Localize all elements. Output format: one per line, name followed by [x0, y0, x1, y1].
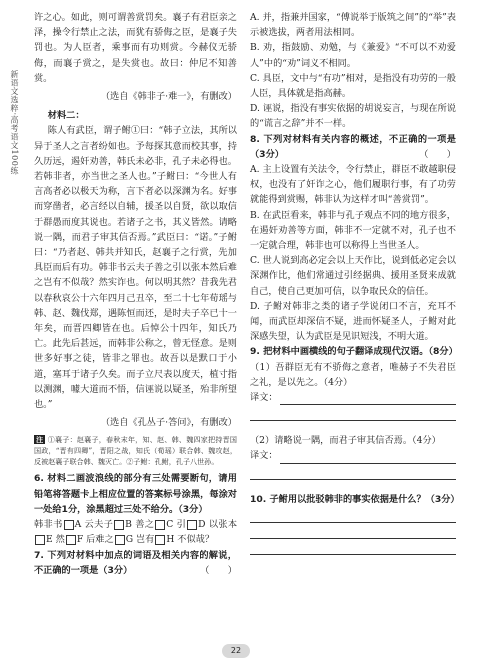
source-2: （选自《孔丛子·答问》，有删改）: [100, 417, 237, 429]
q6-box[interactable]: [155, 535, 165, 545]
question-8: [250, 132, 456, 162]
q6-text: 引: [176, 519, 187, 531]
q6-box[interactable]: [115, 535, 125, 545]
question-6: 6. 材料二画波浪线的部分有三处需要断句，请用铅笔将答题卡上相应位置的答案标号涂黑，每涂对一处给1分，涂黑超过三处不给分。（3分）: [34, 473, 237, 515]
q6-text: 韩非书: [34, 519, 63, 531]
answer-line[interactable]: [250, 464, 456, 480]
translate-label: 译文：: [250, 450, 278, 462]
q7-answer-bracket[interactable]: （ ）: [200, 564, 237, 576]
q6-text: 岂有: [135, 534, 155, 546]
q8-option-c: C. 世人说到高必定会以上天作比，说到低必定会以深渊作比，他们常通过引经据典、援用圣贤来成就自己，使自己更加可信，以争取民众的信任。: [250, 255, 456, 297]
passage-paragraph-1: 许之心。如此，则可谓善赏罚矣。襄子有君臣亲之泽，操令行禁止之法，而犹有骄侮之臣，是襄子失罚也。为人臣者，乘事而有功则赏。今赫仪无骄侮，而襄子赏之，是失赏也。故曰：仲尼不知善赏。: [34, 12, 237, 84]
sidebar-title: 新语文选粹·高考语文100练: [10, 70, 19, 175]
q7-option-a: A. 并，指兼并国家，“傅说举于版筑之间”的“举”表示被选拔，两者用法相同。: [250, 12, 456, 39]
q8-option-b: B. 在武臣看来，韩非与孔子观点不同的地方很多，在遏奸劝善等方面，韩非不一定就不对，孔子也不一定就合理，韩非也可以称得上当世圣人。: [250, 209, 456, 252]
q6-letter: E: [46, 534, 53, 546]
annotation: [34, 434, 237, 467]
answer-line[interactable]: [250, 539, 456, 555]
question-9: 9. 把材料中画横线的句子翻译成现代汉语。（8分）: [250, 346, 458, 358]
q8-text: 8. 下列对材料有关内容的概述，不正确的一项是（3分）: [250, 133, 456, 160]
q6-text: 后难之: [86, 534, 114, 546]
q6-letter: F: [76, 534, 84, 546]
q6-text: 不似哉？: [177, 534, 215, 546]
source-1: （选自《韩非子·难一》，有删改）: [100, 91, 237, 103]
question-10: 10. 子鲋用以批驳韩非的事实依据是什么？（3分）: [250, 493, 460, 505]
question-7: [34, 548, 237, 578]
q9-1-answer[interactable]: [250, 390, 456, 405]
material-2-title: 材料二：: [47, 110, 85, 122]
answer-line[interactable]: [250, 523, 456, 539]
passage-paragraph-2: 陈人有武臣，谓子鲋①曰：“韩子立法，其所以异于圣人之言者纷如也。予每探其意而校其事，持久历远，遏奸劝善，韩氏未必非，孔子未必得也。若韩非者，亦当世之圣人也。”子鲋曰：“今世人有言高者必以极天为称，言下者必以深渊为名。好事而穿凿者，必言经以自辅，援圣以自贤，欲以取信于群愚而度其说也。若诸子之书，其义皆然。请略说一隅，而君子审其信否焉。”武臣曰：“诺。”子鲋曰：“乃者赵、韩共并知氏，赵襄子之行赏，先加具臣而后有功。韩非书云夫子善之引以张本然后难之岂有不似哉？然实诈也。何以明其然？昔我先君以春秋哀公十六年四月己丑卒，至二十七年荀瑶与韩、赵、魏伐郑，遇陈恒而还，是时夫子卒已十一年矣，而晋四卿皆在也。后悼公十四年，知氏乃亡。此先后甚远，而韩非公称之，曾无怪意。是则世多好事之徒，皆非之罪也。故吾以是默口于小道，塞耳于诸子久矣。而子立尺表以度天，植寸指以测渊，噱大道而不悟，信诬说以疑圣，殆非所望也。”: [34, 125, 237, 411]
right-column: [250, 10, 460, 555]
q7-option-d: D. 诬说，指没有事实依据的胡说妄言，与现在所说的“谎言之辞”并不一样。: [250, 103, 456, 130]
left-column: [34, 10, 237, 578]
q6-box[interactable]: [66, 535, 76, 545]
q6-letter: D: [198, 519, 206, 531]
q6-letter: B: [125, 519, 132, 531]
q6-box[interactable]: [35, 535, 45, 545]
q9-sentence-2: （2）请略说一隅，而君子审其信否焉。（4分）: [250, 435, 441, 447]
q6-box[interactable]: [64, 520, 74, 530]
translate-label: 译文：: [250, 392, 278, 404]
q8-option-a: A. 主上设置有关法令，令行禁止，群臣不敢越职侵权，也没有了奸诈之心，他们履职行事，有了功劳就能得到赏赐，韩非认为这样才叫“善赏罚”。: [250, 164, 456, 206]
answer-line[interactable]: [250, 507, 456, 523]
q8-answer-bracket[interactable]: （ ）: [419, 148, 456, 160]
q6-box[interactable]: [187, 520, 197, 530]
q7-option-b: B. 劝，指鼓励、劝勉，与《兼爱》“不可以不劝爱人”中的“劝”词义不相同。: [250, 42, 456, 69]
answer-line[interactable]: [280, 390, 456, 405]
note-tag: 注: [36, 435, 44, 445]
answer-line[interactable]: [280, 449, 456, 464]
q6-letter: C: [166, 519, 174, 531]
q7-text: 7. 下列对材料中加点的词语及相关内容的解说，不正确的一项是（3分）: [34, 549, 237, 576]
q6-segment-line: [34, 517, 237, 547]
q6-letter: G: [125, 534, 134, 546]
q6-letter: A: [74, 519, 82, 531]
q6-text: 然: [55, 534, 65, 546]
page-number: 22: [222, 644, 250, 658]
q7-option-c: C. 具臣，文中与“有功”相对，是指没有功劳的一般人臣，具体就是指高赫。: [250, 72, 456, 100]
q6-letter: H: [166, 534, 175, 546]
q6-text: 以张本: [208, 519, 238, 531]
q6-text: 云夫子: [84, 519, 114, 531]
q6-box[interactable]: [114, 520, 124, 530]
q9-2-answer[interactable]: [250, 448, 456, 463]
q6-box[interactable]: [155, 520, 165, 530]
answer-line[interactable]: [250, 405, 456, 421]
q6-text: 善之: [135, 519, 155, 531]
q9-sentence-1: （1）吾群臣无有不骄侮之意者，唯赫子不失君臣之礼，是以先之。（4分）: [250, 361, 456, 388]
note-text: ①襄子：赵襄子，春秋末年，知、赵、韩、魏四家把持晋国国政，“晋有四卿”，晋阳之战，知氏（荀瑶）联合韩、魏攻赵，反被赵襄子联合韩、魏灭亡。②子鲋：孔鲋，孔子八世孙。: [34, 435, 238, 467]
q8-option-d: D. 子鲋对韩非之类的诸子学说闭口不言，充耳不闻，而武臣却深信不疑，进而怀疑圣人，子鲋对此深感失望，认为武臣是见识短浅，不明大道。: [250, 300, 456, 343]
